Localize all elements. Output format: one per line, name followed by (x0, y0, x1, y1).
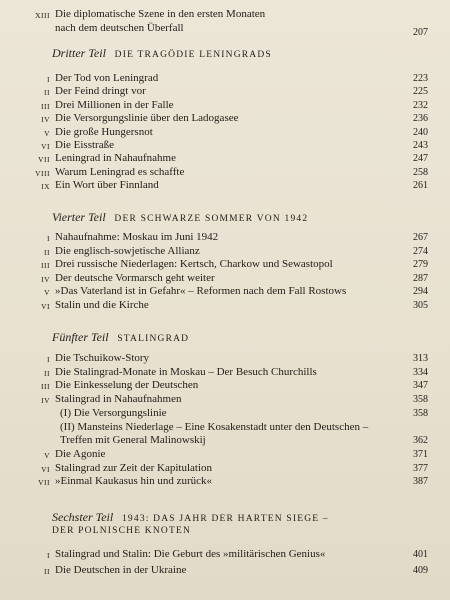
toc-row (28, 379, 428, 392)
page-number: 232 (413, 99, 428, 111)
chapter-title: Die große Hungersnot (55, 125, 153, 138)
part-label: Sechster Teil (52, 510, 114, 524)
chapter-number: VII (38, 478, 50, 488)
page-number: 294 (413, 286, 428, 298)
page-number: 247 (413, 153, 428, 165)
page-number: 313 (413, 353, 428, 364)
page-number: 409 (413, 565, 428, 576)
toc-row (28, 272, 428, 285)
chapter-number: IV (41, 396, 50, 406)
chapter-number: III (41, 261, 50, 271)
chapter-number: II (44, 567, 50, 576)
chapter-number: II (44, 88, 50, 98)
chapter-title: Die Agonie (55, 447, 106, 460)
chapter-number: VI (41, 142, 50, 151)
page-number: 207 (413, 27, 428, 38)
toc-row (28, 139, 428, 152)
chapter-number: VI (41, 464, 50, 474)
chapter-title: Die Eisstraße (55, 139, 114, 151)
toc-row (28, 475, 428, 488)
chapter-title: Drei russische Niederlagen: Kertsch, Charkow und Sewastopol (55, 258, 333, 271)
toc-row (28, 72, 428, 85)
chapter-number: VIII (35, 168, 50, 178)
part-heading (52, 510, 422, 536)
chapter-title: Stalingrad in Nahaufnahmen (55, 393, 182, 406)
page-number: 223 (413, 73, 428, 84)
page-number: 274 (413, 245, 428, 257)
chapter-title: Stalingrad und Stalin: Die Geburt des »militärischen Genius« (55, 548, 326, 560)
chapter-title: Stalingrad zur Zeit der Kapitulation (55, 461, 213, 474)
part-heading (52, 46, 422, 62)
toc-row (28, 352, 428, 365)
toc-row (28, 126, 428, 139)
chapter-number: V (44, 288, 50, 298)
chapter-title-continued: nach dem deutschen Überfall (55, 22, 184, 34)
chapter-title: Der Tod von Leningrad (55, 72, 159, 84)
part-label: Dritter Teil (52, 46, 106, 60)
chapter-title: Der deutsche Vormarsch geht weiter (55, 271, 215, 284)
chapter-number: I (47, 551, 50, 560)
chapter-number: XIII (35, 11, 50, 20)
page-number: 334 (413, 366, 428, 378)
toc-row (28, 462, 428, 475)
chapter-title: Der Feind dringt vor (55, 85, 146, 98)
page-number: 243 (413, 140, 428, 151)
page-number: 236 (413, 113, 428, 125)
chapter-title: Drei Millionen in der Falle (55, 98, 174, 111)
page-number: 258 (413, 166, 428, 178)
toc-row (28, 152, 428, 165)
page-number: 371 (413, 448, 428, 460)
part-label: Vierter Teil (52, 210, 106, 224)
toc-row (28, 448, 428, 461)
chapter-title: Die Versorgungslinie über den Ladogasee (55, 112, 239, 125)
page-number: 358 (413, 394, 428, 406)
chapter-number: III (41, 382, 50, 392)
toc-row (28, 421, 428, 434)
chapter-title: »Das Vaterland ist in Gefahr« – Reformen nach dem Fall Rostows (55, 285, 347, 298)
chapter-title: Die diplomatische Szene in den ersten Monaten (55, 8, 266, 20)
toc-row (28, 166, 428, 179)
part-title: DER SCHWARZE SOMMER VON 1942 (114, 214, 309, 224)
chapter-title: Warum Leningrad es schaffte (55, 165, 185, 178)
chapter-number: II (44, 247, 50, 257)
toc-row (28, 407, 428, 420)
toc-row (28, 8, 428, 21)
chapter-title: Nahaufnahme: Moskau im Juni 1942 (55, 231, 219, 243)
page-number: 261 (413, 180, 428, 192)
page-number: 401 (413, 549, 428, 560)
chapter-number: IX (41, 182, 50, 192)
toc-row (28, 285, 428, 298)
chapter-title: (I) Die Versorgungslinie (60, 406, 167, 419)
toc-row (28, 179, 428, 192)
page-number: 347 (413, 380, 428, 392)
chapter-title: Leningrad in Nahaufnahme (55, 152, 176, 165)
page-number: 377 (413, 462, 428, 474)
chapter-title: Ein Wort über Finnland (55, 179, 159, 192)
chapter-title: Die Tschuikow-Story (55, 352, 150, 364)
chapter-title: (II) Mansteins Niederlage – Eine Kosakenstadt unter den Deutschen – (60, 420, 369, 433)
part-label: Fünfter Teil (52, 330, 109, 344)
page-number: 362 (413, 435, 428, 447)
chapter-number: IV (41, 274, 50, 284)
part-title: 1943: DAS JAHR DER HARTEN SIEGE – (121, 514, 329, 524)
page-number: 287 (413, 272, 428, 284)
toc-row (28, 434, 428, 447)
chapter-number: V (44, 450, 50, 460)
chapter-number: VII (38, 155, 50, 165)
page-number: 358 (413, 407, 428, 419)
chapter-number: I (47, 234, 50, 243)
toc-row (28, 393, 428, 406)
page-number: 305 (413, 300, 428, 311)
toc-row (28, 366, 428, 379)
toc-row (28, 99, 428, 112)
toc-row (28, 112, 428, 125)
toc-row (28, 22, 428, 38)
part-title: STALINGRAD (117, 334, 190, 344)
chapter-title: Stalin und die Kirche (55, 299, 149, 311)
chapter-number: III (41, 101, 50, 111)
chapter-title: Treffen mit General Malinowskij (60, 434, 206, 447)
page-number: 267 (413, 232, 428, 243)
toc-row (28, 299, 428, 312)
chapter-title: Die Einkesselung der Deutschen (55, 379, 199, 392)
chapter-number: V (44, 128, 50, 138)
toc-row (28, 231, 428, 244)
page-number: 387 (413, 476, 428, 488)
chapter-number: I (47, 75, 50, 84)
chapter-number: VI (41, 302, 50, 311)
chapter-number: I (47, 355, 50, 364)
part-title-continued: DER POLNISCHE KNOTEN (52, 526, 192, 536)
page-number: 240 (413, 126, 428, 138)
part-heading (52, 210, 422, 226)
chapter-number: II (44, 368, 50, 378)
page-number: 225 (413, 86, 428, 98)
part-heading (52, 330, 422, 346)
page-number: 279 (413, 259, 428, 271)
toc-row (28, 258, 428, 271)
chapter-title: Die Deutschen in der Ukraine (55, 564, 187, 576)
chapter-title: Die Stalingrad-Monate in Moskau – Der Besuch Churchills (55, 365, 317, 378)
toc-row (28, 548, 428, 561)
toc-row (28, 245, 428, 258)
chapter-title: Die englisch-sowjetische Allianz (55, 244, 200, 257)
chapter-number: IV (41, 115, 50, 125)
toc-row (28, 85, 428, 98)
chapter-title: »Einmal Kaukasus hin und zurück« (55, 475, 213, 488)
toc-row (28, 564, 428, 577)
part-title: DIE TRAGÖDIE LENINGRADS (114, 50, 272, 60)
